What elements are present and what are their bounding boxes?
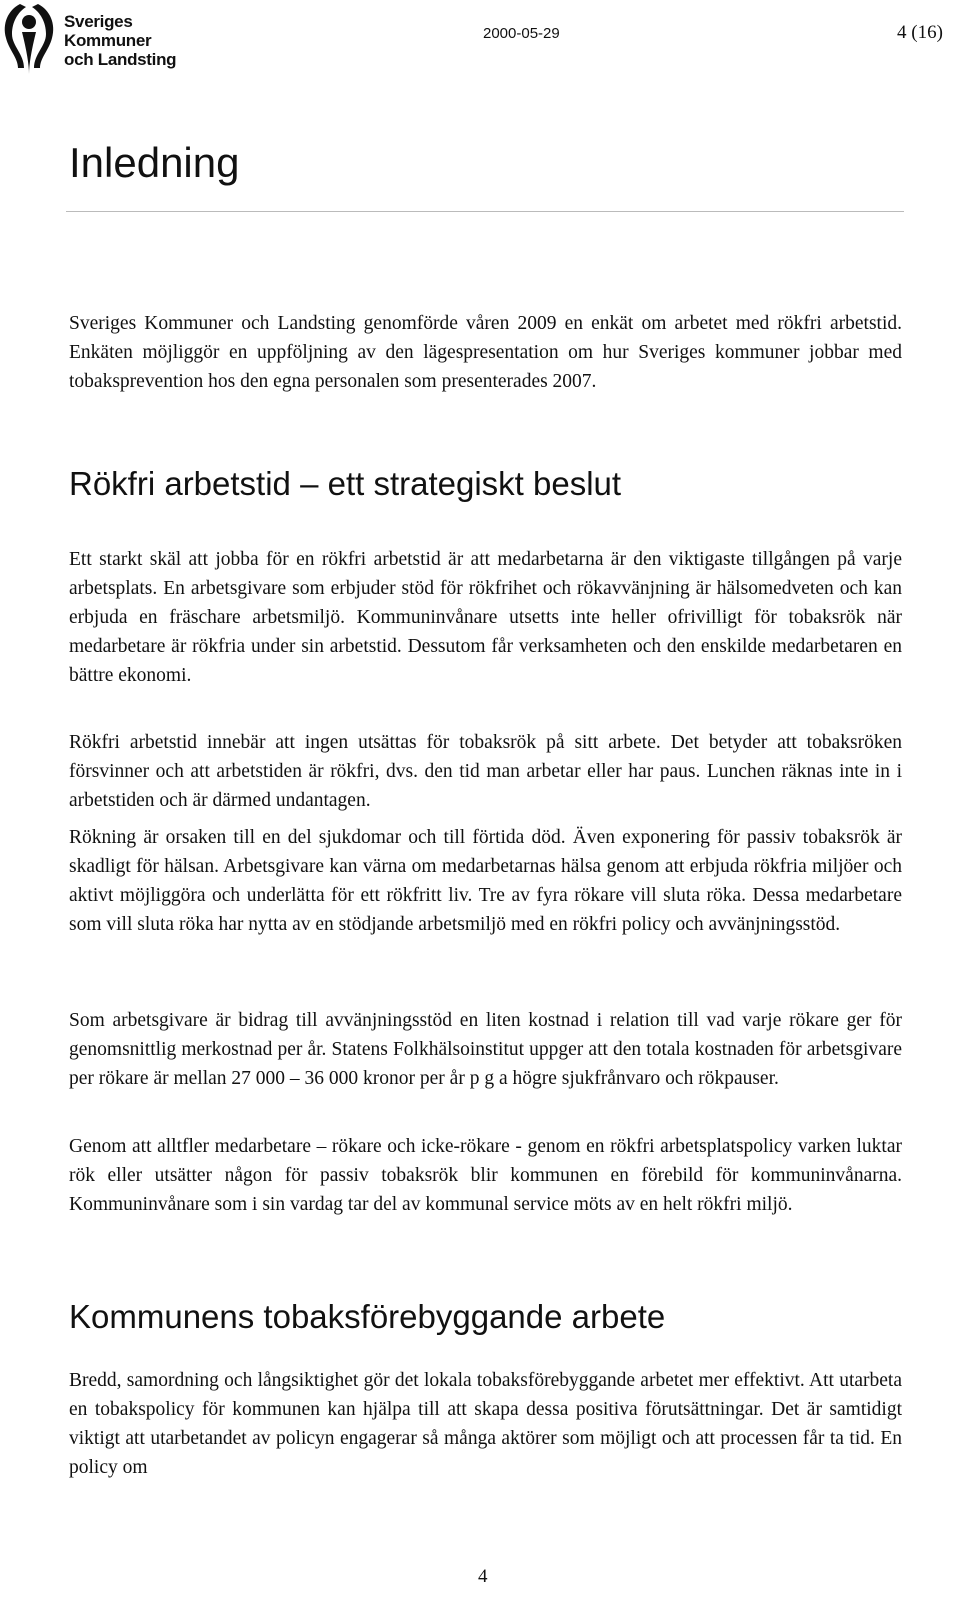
body-paragraph: Bredd, samordning och långsiktighet gör det lokala tobaksförebyggande arbetet mer effektivt. Att utarbeta en tobakspolicy för kommunen kan hjälpa till att skapa dessa positiva förutsättningar. Det är samtidigt viktigt att utarbetandet av policyn engagerar så många aktörer som möjligt och att processen får ta tid. En policy om <box>69 1370 902 1478</box>
body-paragraph: Rökfri arbetstid innebär att ingen utsättas för tobaksrök på sitt arbete. Det betyder att tobaksröken försvinner och att arbetstiden är rökfri, dvs. den tid man arbetar eller har paus. Lunchen räknas inte in i arbetstiden och är därmed undantagen. <box>69 732 902 811</box>
page-indicator: 4 (16) <box>897 22 943 43</box>
organization-logo <box>0 2 185 76</box>
section-heading: Rökfri arbetstid – ett strategiskt beslut <box>69 465 622 502</box>
body-paragraph: Rökning är orsaken till en del sjukdomar och till förtida död. Även exponering för passiv tobaksrök är skadligt för hälsan. Arbetsgivare kan värna om medarbetarnas hälsa genom att erbjuda rökfria miljöer och aktivt möjliggöra och underlätta för ett rökfritt liv. Tre av fyra rökare vill sluta röka. Dessa medarbetare som vill sluta röka har nytta av en stödjande arbetsmiljö med en rökfri policy och avvänjningsstöd. <box>69 827 902 935</box>
document-date: 2000-05-29 <box>483 25 560 42</box>
page-number: 4 <box>478 1566 488 1587</box>
logo-line: Sveriges <box>64 12 133 31</box>
title-divider <box>66 211 904 212</box>
intro-paragraph: Sveriges Kommuner och Landsting genomförde våren 2009 en enkät om arbetet med rökfri arbetstid. Enkäten möjliggör en uppföljning av den lägespresentation om hur Sveriges kommuner jobbar med tobaksprevention hos den egna personalen som presenterades 2007. <box>69 313 902 392</box>
logo-line: Kommuner <box>64 31 152 50</box>
logo-line: och Landsting <box>64 50 177 69</box>
logo-wordmark <box>64 12 176 69</box>
section-heading: Kommunens tobaksförebyggande arbete <box>69 1298 666 1335</box>
body-paragraph: Genom att alltfler medarbetare – rökare och icke-rökare - genom en rökfri arbetsplatspolicy varken luktar rök eller utsätter någon för passiv tobaksrök blir kommunen en förebild för kommuninvånarna. Kommuninvånare som i sin vardag tar del av kommunal service möts av en helt rökfri miljö. <box>69 1136 902 1215</box>
body-paragraph: Ett starkt skäl att jobba för en rökfri arbetstid är att medarbetarna är den viktigaste tillgången på varje arbetsplats. En arbetsgivare som erbjuder stöd för rökfrihet och rökavvänjning är hälsomedveten och kan erbjuda en fräschare arbetsmiljö. Kommuninvånare utsetts inte heller ofrivilligt för tobaksrök när medarbetare är rökfria under sin arbetstid. Dessutom får verksamheten och den enskilde medarbetaren en bättre ekonomi. <box>69 549 902 686</box>
body-paragraph: Som arbetsgivare är bidrag till avvänjningsstöd en liten kostnad i relation till vad varje rökare ger för genomsnittlig merkostnad per år. Statens Folkhälsoinstitut uppger att den totala kostnaden för arbetsgivare per rökare är mellan 27 000 – 36 000 kronor per år p g a högre sjukfrånvaro och rökpauser. <box>69 1010 902 1089</box>
logo-emblem-icon <box>0 2 58 76</box>
page-title: Inledning <box>69 139 240 186</box>
